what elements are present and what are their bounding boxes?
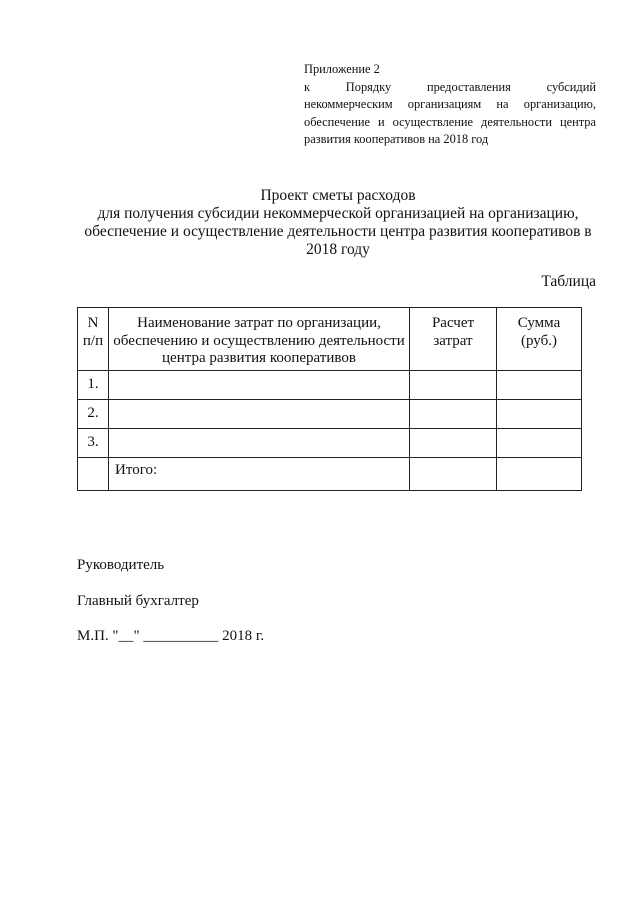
table-row	[78, 371, 582, 400]
header-text: Сумма	[517, 315, 561, 331]
appendix-line: Приложение 2	[304, 62, 380, 76]
title-line: для получения субсидии некоммерческой организацией на организацию,	[97, 205, 579, 222]
row-sum-cell	[497, 429, 582, 458]
header-text: обеспечению и осуществлению деятельности	[113, 332, 405, 349]
row-name-cell	[109, 429, 410, 458]
appendix-line: некоммерческим организациям на организацию,	[304, 97, 596, 111]
row-number: 3.	[78, 429, 109, 458]
row-calc-cell	[410, 400, 497, 429]
title-line: 2018 году	[306, 241, 370, 258]
header-text: (руб.)	[521, 332, 557, 349]
row-number: 2.	[78, 400, 109, 429]
appendix-line: обеспечение и осуществление деятельности центра	[304, 114, 596, 129]
row-sum-cell	[497, 371, 582, 400]
header-text: центра развития кооперативов	[162, 350, 356, 366]
appendix-note	[304, 61, 596, 149]
head-signature: Руководитель	[77, 557, 165, 573]
row-calc-cell	[410, 371, 497, 400]
stamp-date-line: М.П. "__" __________ 2018 г.	[77, 628, 265, 644]
total-calc-cell	[410, 458, 497, 491]
title-line: обеспечение и осуществление деятельности центра развития кооперативов в	[84, 223, 592, 240]
row-name-cell	[109, 400, 410, 429]
row-sum-cell	[497, 400, 582, 429]
appendix-line: к Порядку предоставления субсидий	[304, 79, 596, 94]
accountant-signature: Главный бухгалтер	[77, 593, 199, 609]
row-calc-cell	[410, 429, 497, 458]
table-row	[78, 429, 582, 458]
header-text: затрат	[433, 332, 473, 349]
document-title	[60, 187, 616, 259]
header-name	[109, 308, 410, 371]
header-text: N	[87, 315, 99, 331]
row-name-cell	[109, 371, 410, 400]
table-header-row	[78, 308, 582, 371]
header-sum	[497, 308, 582, 371]
header-text: п/п	[82, 332, 104, 349]
header-calc	[410, 308, 497, 371]
table-row	[78, 400, 582, 429]
row-number: 1.	[78, 371, 109, 400]
total-sum-cell	[497, 458, 582, 491]
total-label: Итого:	[109, 458, 410, 491]
header-text: Расчет	[431, 315, 475, 331]
title-line: Проект сметы расходов	[260, 187, 416, 204]
header-num	[78, 308, 109, 371]
estimate-table	[77, 307, 582, 491]
header-text: Наименование затрат по организации,	[137, 315, 381, 331]
total-num-cell	[78, 458, 109, 491]
table-total-row	[78, 458, 582, 491]
table-label: Таблица	[541, 273, 596, 290]
appendix-line: развития кооперативов на 2018 год	[304, 132, 489, 146]
